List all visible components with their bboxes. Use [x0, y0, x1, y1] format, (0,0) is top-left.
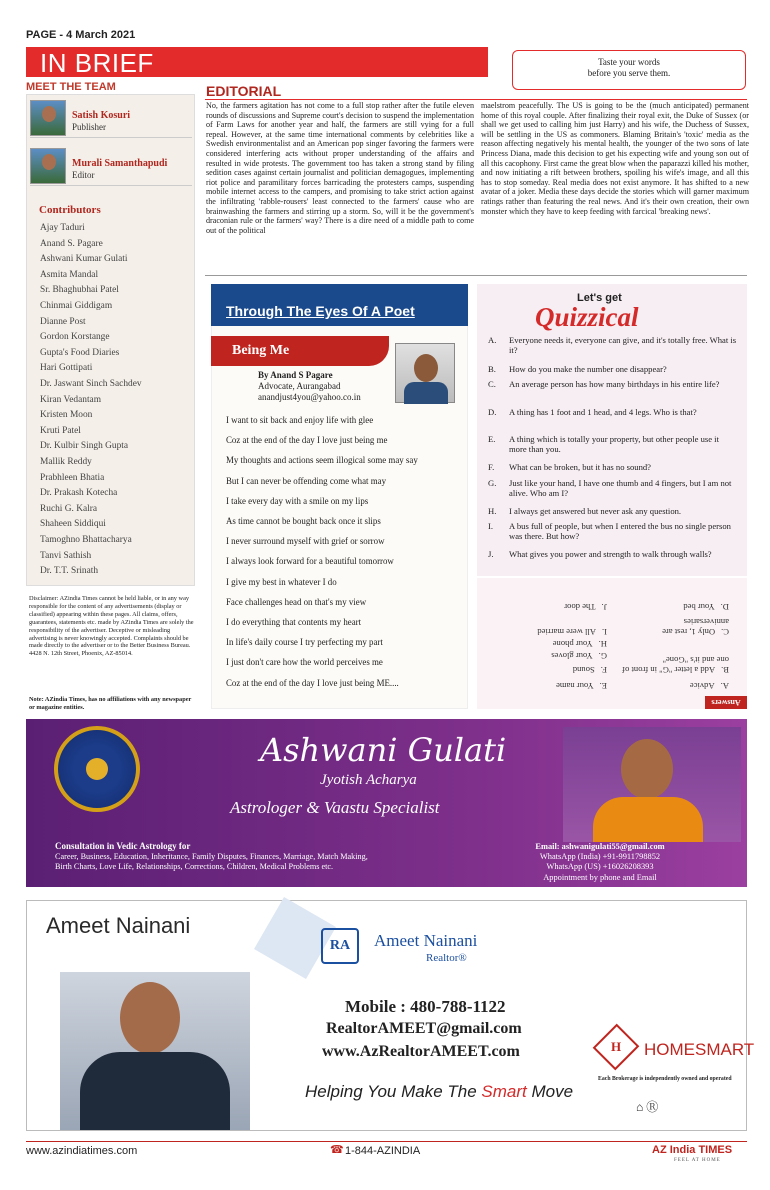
slogan-post: Move — [526, 1082, 574, 1101]
contributors-heading: Contributors — [39, 204, 101, 216]
editorial-heading: EDITORIAL — [206, 83, 282, 99]
question-letter: I. — [488, 521, 494, 531]
answer-letter: H. — [598, 639, 607, 649]
question-letter: E. — [488, 434, 496, 444]
poem-line: I always look forward for a beautiful tomorrow — [226, 556, 394, 567]
contributor-name: Ashwani Kumar Gulati — [40, 254, 128, 265]
question-text: A thing has 1 foot and 1 head, and 4 legs. Who is that? — [509, 407, 697, 417]
question-text: A thing which is totally your property, but other people use it more than you. — [509, 434, 719, 454]
editorial-column-2: maelstrom peacefully. The US is going to be the (much anticipated) permanent home of this royal couple. After finalizing their royal exit, the Duke of Sussex (or shall we get used to calling him just Harry) and his wife, the Duchess of Sussex, will be settling in the US as commoners. Blaming Britain's 'toxic' media as the reason affecting negatively his mental health, the younger of the two sons of late Princess Diana, made this decision to get his expecting wife and young son out of all this cacophony. First came the great blow when the paparazzi killed his mother, and now initiating a rift between brothers, spoiling his wife's image, and all this has to stop someday. Real media does not exist anymore. It has shifted to a new avatar of a joker. Media these days decide the stories which will garner maximum ratings rather than featuring the real news. And it's their own creation, their own monster which they have to keep feeding with farcical 'breaking news'. — [481, 101, 749, 216]
realtor-brand: Ameet Nainani — [374, 931, 478, 950]
quiz-question — [488, 549, 738, 559]
answer-letter: C. — [721, 627, 729, 637]
answers-label: Answers — [705, 696, 747, 709]
member-name: Murali Samanthapudi — [72, 158, 168, 169]
answer-text: Advice — [689, 681, 715, 691]
answer-text: Your gloves — [551, 651, 593, 661]
answer-letter: A. — [720, 681, 729, 691]
contributor-name: Dianne Post — [40, 316, 86, 327]
quiz-question — [488, 407, 738, 417]
contributor-name: Sr. Bhaghubhai Patel — [40, 285, 119, 296]
footer-website[interactable]: www.azindiatimes.com — [26, 1145, 138, 1157]
answer-text: Your bed — [683, 602, 715, 612]
astro-email: Email: ashwanigulati55@gmail.com — [535, 842, 665, 851]
poem-author: By Anand S Pagare — [258, 370, 333, 380]
avatar — [30, 100, 66, 136]
poem-line: I never surround myself with grief or sorrow — [226, 536, 385, 547]
section-title: IN BRIEF — [40, 48, 154, 78]
quiz-question — [488, 379, 738, 389]
contributor-name: Ajay Taduri — [40, 223, 85, 233]
slogan-pre: Helping You Make The — [305, 1082, 482, 1101]
team-member — [30, 98, 192, 138]
answer-letter: D. — [720, 602, 729, 612]
homesmart-brand: HOMESMART — [644, 1040, 755, 1059]
poem-banner-title: Through The Eyes Of A Poet — [226, 303, 415, 319]
contributor-name: Gordon Korstange — [40, 332, 110, 343]
contributor-name: Kiran Vedantam — [40, 394, 102, 405]
answer-text: Sound — [572, 665, 595, 675]
astro-appointment: Appointment by phone and Email — [543, 872, 657, 882]
answer-text: All were married — [537, 627, 596, 637]
realtor-logo-icon: RA — [321, 928, 359, 964]
member-role: Editor — [72, 170, 95, 180]
quiz-question — [488, 434, 738, 454]
question-letter: G. — [488, 478, 497, 488]
astro-consult: Consultation in Vedic Astrology for — [55, 841, 191, 851]
astro-title-1: Jyotish Acharya — [320, 772, 417, 788]
poem-line: I want to sit back and enjoy life with glee — [226, 415, 374, 425]
meet-team-heading: MEET THE TEAM — [26, 81, 116, 93]
poem-line: I give my best in whatever I do — [226, 576, 337, 587]
contributor-name: Dr. T.T. Srinath — [40, 566, 99, 577]
astro-name: Ashwani Gulati — [260, 731, 507, 769]
question-letter: J. — [488, 549, 494, 559]
contributor-name: Ruchi G. Kalra — [40, 503, 98, 514]
realtor-name: Ameet Nainani — [46, 913, 191, 938]
quiz-answer — [619, 681, 729, 691]
quiz-answer — [497, 602, 607, 612]
realtor-email: RealtorAMEET@gmail.com — [326, 1020, 522, 1037]
answer-text: The door — [564, 602, 596, 612]
divider — [205, 275, 747, 276]
divider — [205, 99, 747, 100]
footer-rule — [26, 1141, 747, 1142]
answer-letter: J. — [601, 602, 607, 612]
contributor-name: Tanvi Sathish — [40, 550, 92, 561]
answer-text: Only 1, rest are anniversaries — [662, 617, 729, 637]
question-text: A bus full of people, but when I entered the bus no single person was there. But how? — [509, 521, 731, 541]
contributor-name: Tamoghno Bhattacharya — [40, 535, 132, 545]
answer-text: Your name — [556, 681, 594, 691]
contributor-name: Hari Gottipati — [40, 363, 93, 374]
poem-author-title: Advocate, Aurangabad — [258, 381, 341, 391]
answer-text: Your phone — [552, 639, 593, 649]
question-letter: C. — [488, 379, 496, 389]
disclaimer: Disclaimer: AZindia Times cannot be held liable, or in any way responsible for the content of any advertisements (display or classified) appearing within these pages. All claims, offers, guarantees, statements etc. made by AZindia Times are solely the responsibility of the advertiser. Deceptive or misleading advertising is never knowingly accepted. Complaints should be made directly to the advertiser or to the Better Business Bureau. 4428 N. 12th Street, Phoenix, AZ-85014. — [29, 595, 194, 658]
realtor-photo — [60, 972, 250, 1130]
realtor-role: Realtor® — [426, 952, 467, 964]
quiz-answer — [497, 627, 607, 637]
brokerage-note: Each Brokerage is independently owned and operated — [598, 1076, 732, 1082]
poem-line: My thoughts and actions seem illogical some may say — [226, 455, 418, 466]
quiz-question — [488, 462, 738, 472]
avatar — [30, 148, 66, 184]
poem-line: I just don't care how the world perceives me — [226, 657, 383, 668]
contributor-name: Dr. Jaswant Sinch Sachdev — [40, 379, 142, 389]
answer-letter: F. — [600, 665, 607, 675]
poem-line: I do everything that contents my heart — [226, 617, 362, 627]
phone-icon: ☎ — [330, 1144, 344, 1156]
quiz-answer — [497, 651, 607, 661]
quiz-answer — [497, 639, 607, 649]
question-text: What can be broken, but it has no sound? — [509, 462, 651, 472]
question-letter: D. — [488, 407, 497, 417]
page-label: PAGE - 4 March 2021 — [26, 29, 136, 41]
question-text: I always get answered but never ask any question. — [509, 506, 682, 516]
quiz-answer — [619, 617, 729, 637]
footer-phone: 1-844-AZINDIA — [345, 1145, 421, 1157]
astro-title-2: Astrologer & Vaastu Specialist — [230, 798, 440, 817]
quiz-question — [488, 478, 738, 498]
contributor-name: Gupta's Food Diaries — [40, 347, 120, 358]
answer-letter: I. — [601, 627, 607, 637]
member-role: Publisher — [72, 122, 107, 132]
poem-line: Coz at the end of the day I love just being me — [226, 435, 388, 446]
member-name: Satish Kosuri — [72, 110, 131, 121]
contributor-name: Mallik Reddy — [40, 457, 92, 467]
contributor-name: Asmita Mandal — [40, 269, 99, 280]
quiz-title: Quizzical — [535, 302, 639, 332]
quiz-question — [488, 364, 738, 374]
poem-line: But I can never be offending come what may — [226, 475, 387, 486]
answer-letter: E. — [599, 681, 607, 691]
poem-line: As time cannot be bought back once it slips — [226, 516, 381, 526]
question-text: An average person has how many birthdays in his entire life? — [509, 379, 720, 389]
quiz-answer — [497, 681, 607, 691]
team-member — [30, 146, 192, 186]
affiliation-note: Note: AZindia Times, has no affiliations with any newspaper or magazine entities. — [29, 696, 192, 711]
quiz-answer — [619, 655, 729, 675]
equal-housing-icon: ⌂ Ⓡ — [636, 1100, 659, 1114]
homesmart-logo-icon: H — [593, 1024, 640, 1071]
contributor-name: Chinmai Giddigam — [40, 301, 113, 311]
contributor-name: Kruti Patel — [40, 425, 81, 436]
realtor-mobile: Mobile : 480-788-1122 — [345, 997, 506, 1016]
astro-whatsapp-us: WhatsApp (US) +16026208393 — [546, 862, 654, 872]
poet-photo — [395, 343, 455, 403]
contributor-name: Anand S. Pagare — [40, 238, 103, 249]
contributor-name: Dr. Prakash Kotecha — [40, 488, 118, 499]
question-text: Everyone needs it, everyone can give, and it's totally free. What is it? — [509, 335, 737, 355]
astro-services: Career, Business, Education, Inheritance, Family Disputes, Finances, Marriage, Match Making, Birth Charts, Love Life, Relationships, Corrections, Children, Medical Problems etc. — [55, 852, 368, 871]
poem-line: Face challenges head on that's my view — [226, 596, 367, 607]
answer-text: Add a letter "G" in front of one and it's "Gone" — [622, 655, 729, 675]
quiz-question — [488, 335, 738, 355]
realtor-website: www.AzRealtorAMEET.com — [322, 1043, 520, 1060]
contributor-name: Prabhleen Bhatia — [40, 472, 105, 483]
quiz-lets-get: Let's get — [577, 292, 622, 304]
contributor-name: Dr. Kulbir Singh Gupta — [40, 441, 129, 452]
tagline-box — [512, 50, 746, 90]
question-letter: B. — [488, 364, 496, 374]
quiz-answer — [619, 602, 729, 612]
question-letter: F. — [488, 462, 495, 472]
question-text: Just like your hand, I have one thumb and 4 fingers, but I am not alive. Who am I? — [509, 478, 732, 498]
poem-byline — [258, 370, 361, 403]
poem-line: Coz at the end of the day I love just being ME.... — [226, 677, 399, 688]
question-text: How do you make the number one disappear? — [509, 364, 667, 374]
astro-contact — [500, 842, 700, 883]
zodiac-wheel-icon — [54, 726, 140, 812]
editorial-column-1: No, the farmers agitation has not come to a full stop rather after the futile eleven rounds of discussions and Supreme court's decision to suspend the implementation of Farm Laws for another year and half, the farmers are still vying for a full repeal. However, at the same time international comments by celebrities like a Swedish environmentalist and an American pop singer favoring the farmers were considered interfering acts without proper understanding of the affairs and resulted in wide protests. The government too has taken a strong stand by filing sedition cases against certain journalist and politician demagogues, implementing riot police and paramilitary forces barricading the protesters camps, suspending mobile internet access to the campers, and promising to take strict action against the infiltrating 'rabble-rousers' least connected to the farmers' cause who are brainwashing the farmers and stirring up a storm. So, will it be the government's draconian rule or the farmers' way? There is a dire need of a middle path to come out of the political — [206, 101, 474, 235]
contributor-name: Shaheen Siddiqui — [40, 519, 106, 530]
quiz-answers-panel — [477, 578, 747, 709]
tagline-line: before you serve them. — [587, 68, 671, 78]
contributor-name: Kristen Moon — [40, 410, 93, 421]
realtor-slogan — [305, 1082, 573, 1102]
poem-line: I take every day with a smile on my lips — [226, 495, 369, 506]
poem-author-email: anandjust4you@yahoo.co.in — [258, 392, 361, 402]
question-text: What gives you power and strength to walk through walls? — [509, 549, 712, 559]
slogan-emphasis: Smart — [481, 1082, 527, 1101]
tagline-line: Taste your words — [598, 57, 660, 67]
answer-letter: G. — [598, 651, 607, 661]
astro-whatsapp-india: WhatsApp (India) +91-9911798852 — [539, 852, 661, 862]
poem-title: Being Me — [232, 343, 290, 358]
quiz-question — [488, 506, 738, 516]
poem-line: In life's daily course I try perfecting my part — [226, 637, 383, 648]
answers-upside-down — [477, 578, 747, 709]
quiz-answer — [497, 665, 607, 675]
question-letter: H. — [488, 506, 497, 516]
footer-logo-sub: FEEL AT HOME — [674, 1158, 721, 1163]
answer-letter: B. — [721, 665, 729, 675]
quiz-question — [488, 521, 738, 541]
question-letter: A. — [488, 335, 497, 345]
astrologer-photo — [563, 727, 741, 842]
footer-logo: AZ India TIMES — [652, 1144, 733, 1156]
